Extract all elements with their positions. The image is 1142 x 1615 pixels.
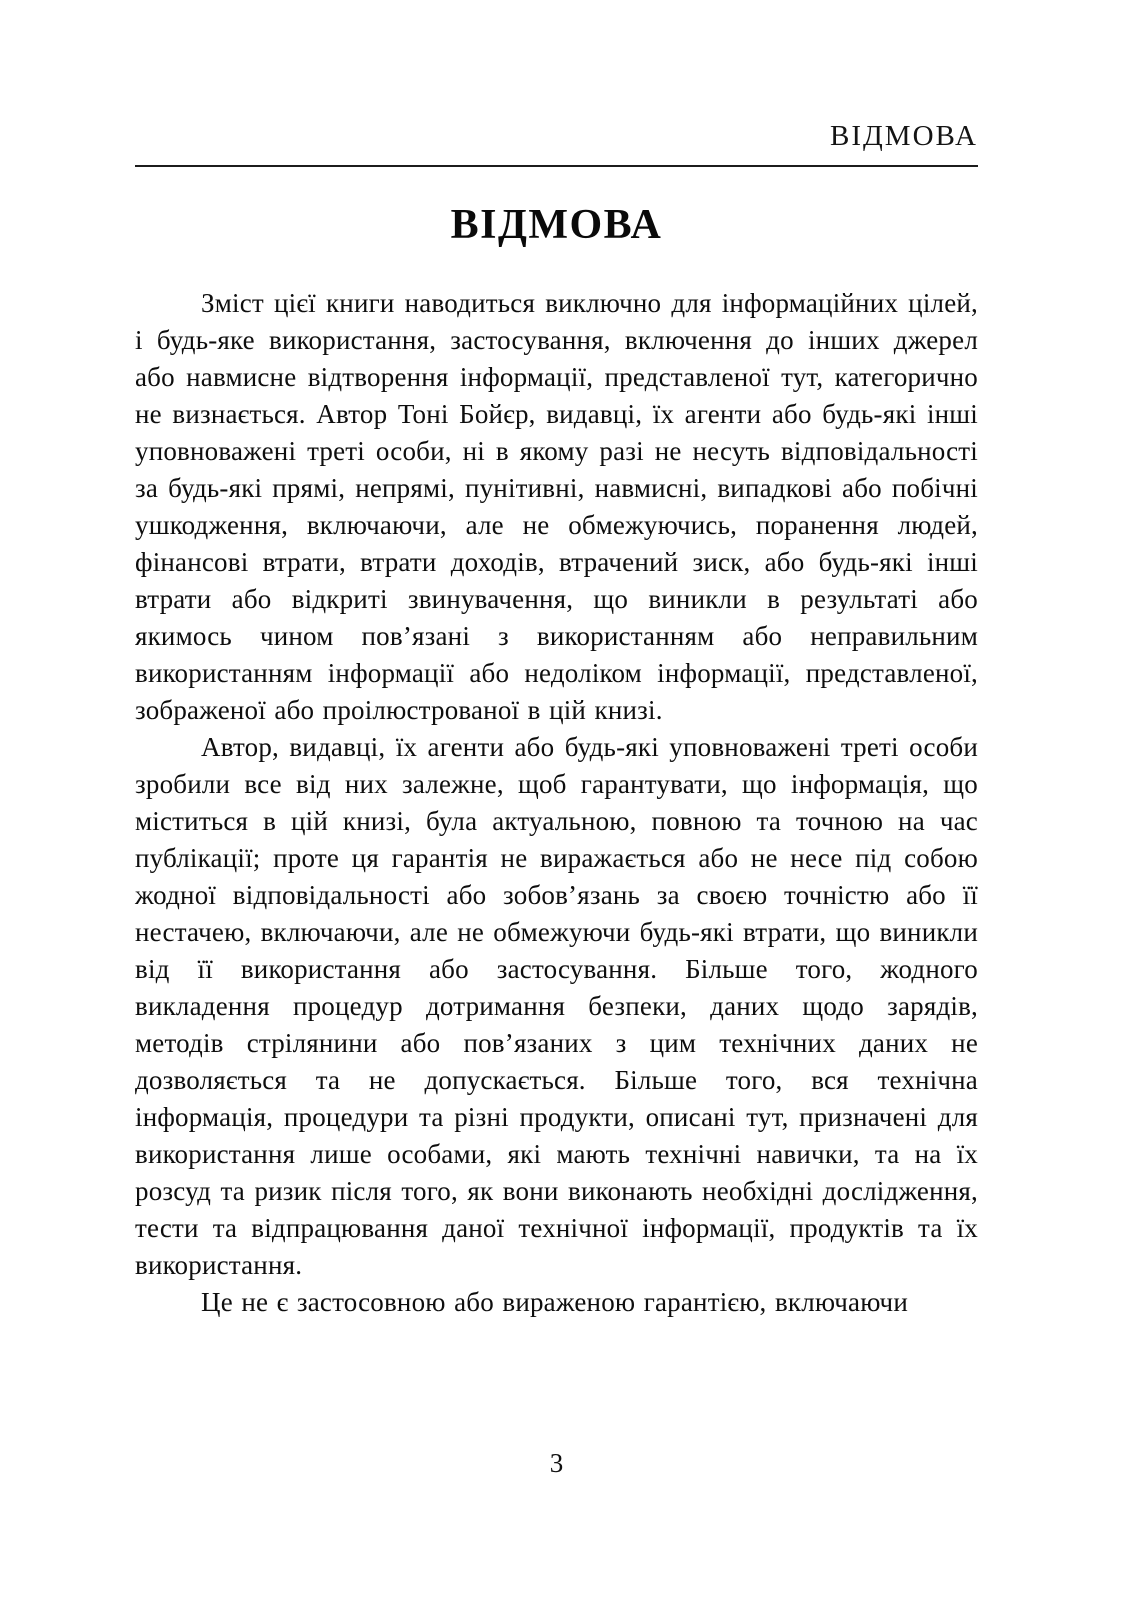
running-header <box>135 0 978 167</box>
page-title: ВІДМОВА <box>450 202 663 248</box>
paragraph-disclaimer-1: Зміст цієї книги наводиться виключно для інформаційних цілей, і будь-яке використання, застосування, включення до інших джерел або навмисне відтворення інформації, представленої тут, категорично не визнається. Автор Тоні Бойєр, видавці, їх агенти або будь-які інші уповноважені треті особи, ні в якому разі не несуть відповідальності за будь-які прямі, непрямі, пунітивні, навмисні, випадкові або побічні ушкодження, включаючи, але не обмежуючись, поранення людей, фінансові втрати, втрати доходів, втрачений зиск, або будь-які інші втрати або відкриті звинувачення, що виникли в результаті або якимось чином пов’язані з використанням або неправильним використанням інформації або недоліком інформації, представленої, зображеної або проілюстрованої в цій книзі. <box>135 288 978 725</box>
book-page <box>135 0 978 1615</box>
body-text <box>135 285 978 1321</box>
paragraph-disclaimer-3: Це не є застосовною або вираженою гарантією, включаючи <box>201 1287 908 1317</box>
paragraph-disclaimer-2: Автор, видавці, їх агенти або будь-які уповноважені треті особи зробили все від них залежне, щоб гарантувати, що інформація, що міститься в цій книзі, була актуальною, повною та точною на час публікації; проте ця гарантія не виражається або не несе під собою жодної відповідальності або зобов’язань за своєю точністю або її нестачею, включаючи, але не обмежуючи будь-які втрати, що виникли від її використання або застосування. Більше того, жодного викладення процедур дотримання безпеки, даних щодо зарядів, методів стрілянини або пов’язаних з цим технічних даних не дозволяється та не допускається. Більше того, вся технічна інформація, процедури та різні продукти, описані тут, призначені для використання лише особами, які мають технічні навички, та на їх розсуд та ризик після того, як вони виконають необхідні дослідження, тести та відпрацювання даної технічної інформації, продуктів та їх використання. <box>135 732 978 1280</box>
running-header-text: ВІДМОВА <box>830 120 978 152</box>
page-number: 3 <box>549 1448 564 1478</box>
